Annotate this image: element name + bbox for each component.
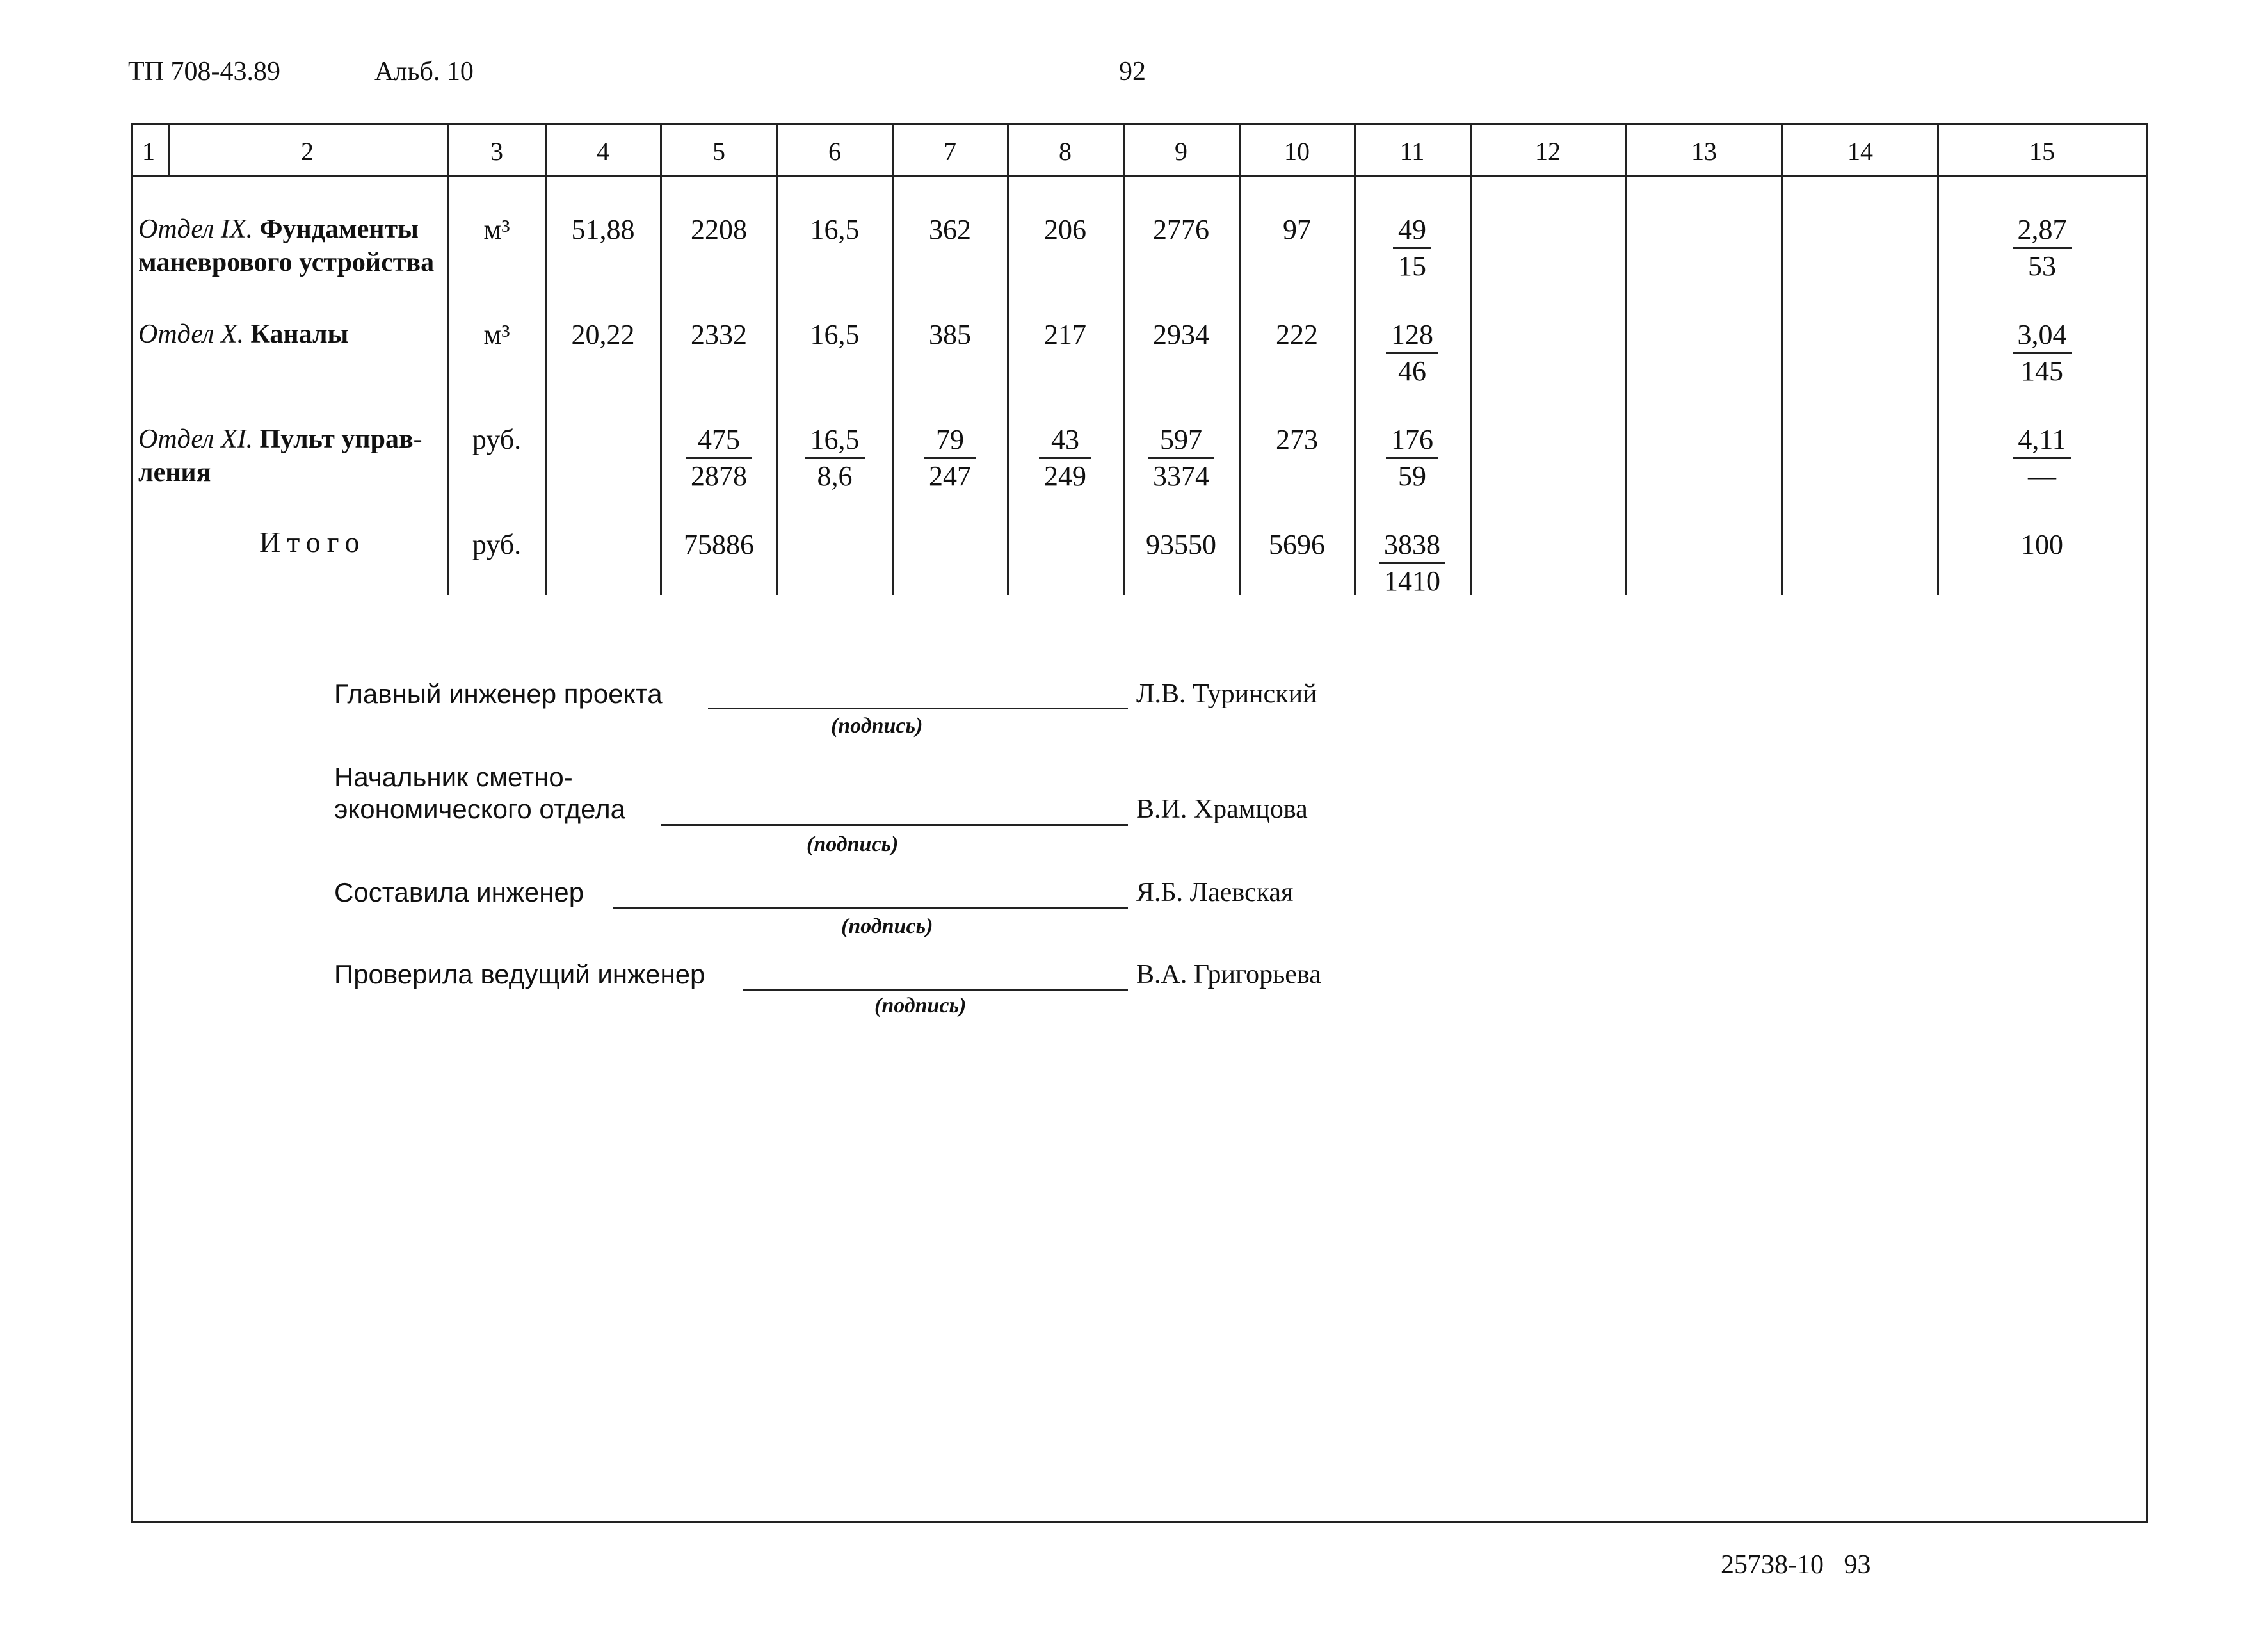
column-header-divider (131, 175, 2148, 177)
column-divider (1354, 123, 1356, 595)
total-label: Итого (259, 526, 366, 558)
column-divider (1781, 123, 1783, 595)
table-cell: 2934 (1153, 319, 1209, 350)
row-label-prefix: Отдел X. (138, 320, 244, 349)
row-label-title: Каналы (250, 320, 349, 349)
signature-hint: (подпись) (841, 914, 933, 938)
fraction-denominator: 8,6 (817, 460, 853, 492)
column-number: 13 (1691, 137, 1717, 166)
fraction-numerator: 475 (686, 423, 752, 459)
signature-name: Л.В. Туринский (1136, 679, 1317, 709)
column-divider (1123, 123, 1125, 595)
signature-role-line1: Начальник сметно- (334, 762, 573, 792)
fraction-numerator: 2,87 (2013, 213, 2072, 249)
table-cell: 217 (1044, 319, 1086, 350)
signature-role: Главный инженер проекта (334, 679, 663, 709)
unit-cell: м³ (483, 319, 510, 350)
column-divider (1937, 123, 1939, 595)
column-number: 6 (828, 137, 841, 166)
fraction-cell (1988, 423, 2096, 494)
fraction-denominator: 145 (2021, 355, 2063, 387)
column-divider (1007, 123, 1009, 595)
row-label-title: Фундаменты маневрового устройства (138, 215, 435, 277)
column-number: 12 (1535, 137, 1561, 166)
signature-line (613, 907, 1128, 909)
table-cell: 222 (1276, 319, 1318, 350)
column-divider (545, 123, 547, 595)
table-cell: 2208 (691, 214, 747, 245)
column-divider (660, 123, 662, 595)
fraction-cell (896, 423, 1004, 494)
column-divider (1239, 123, 1241, 595)
fraction-numerator: 3,04 (2013, 318, 2072, 354)
fraction-numerator: 4,11 (2013, 423, 2071, 459)
table-cell: 97 (1283, 214, 1311, 245)
fraction-cell (1358, 423, 1467, 494)
fraction-cell (1988, 213, 2096, 284)
fraction-denominator: 59 (1398, 460, 1426, 492)
signature-hint: (подпись) (874, 994, 967, 1017)
fraction-numerator: 43 (1039, 423, 1091, 459)
table-cell: 51,88 (571, 214, 635, 245)
fraction-numerator: 16,5 (805, 423, 865, 459)
table-cell: 362 (929, 214, 971, 245)
signature-hint: (подпись) (831, 714, 923, 738)
table-top-border (131, 123, 2148, 125)
column-divider (892, 123, 894, 595)
table-cell: 385 (929, 319, 971, 350)
fraction-cell (1988, 318, 2096, 389)
row-label-prefix: Отдел IX. (138, 215, 253, 244)
column-number: 1 (142, 137, 155, 166)
fraction-denominator: 15 (1398, 250, 1426, 282)
row-label-section-11 (138, 423, 443, 489)
signature-line (661, 824, 1128, 826)
fraction-numerator: 3838 (1379, 528, 1445, 564)
unit-cell: руб. (472, 424, 522, 455)
fraction-cell (1358, 213, 1467, 284)
fraction-cell (1127, 423, 1235, 494)
signature-role: Составила инженер (334, 877, 584, 907)
column-number: 8 (1059, 137, 1072, 166)
row-label-prefix: Отдел XI. (138, 425, 253, 454)
table-cell: 20,22 (571, 319, 635, 350)
fraction-cell (664, 423, 773, 494)
row-label-section-10 (138, 318, 443, 351)
fraction-cell (1011, 423, 1120, 494)
table-cell: 16,5 (810, 214, 860, 245)
fraction-denominator: 3374 (1153, 460, 1209, 492)
signature-name: В.И. Храмцова (1136, 795, 1308, 824)
table-cell: 206 (1044, 214, 1086, 245)
table-cell: 16,5 (810, 319, 860, 350)
total-cell: 100 (2021, 529, 2063, 560)
fraction-numerator: 176 (1386, 423, 1438, 459)
fraction-denominator: — (2028, 460, 2056, 492)
fraction-cell (780, 423, 889, 494)
fraction-denominator: 1410 (1384, 565, 1440, 597)
total-cell: 5696 (1269, 529, 1325, 560)
fraction-numerator: 49 (1393, 213, 1431, 249)
fraction-numerator: 128 (1386, 318, 1438, 354)
column-number: 7 (944, 137, 956, 166)
fraction-denominator: 46 (1398, 355, 1426, 387)
fraction-denominator: 249 (1044, 460, 1086, 492)
column-number: 14 (1847, 137, 1873, 166)
fraction-numerator: 79 (924, 423, 976, 459)
column-divider (776, 123, 778, 595)
unit-cell: руб. (472, 529, 522, 560)
album-number: Альб. 10 (374, 57, 474, 86)
column-divider (1470, 123, 1472, 595)
signature-hint: (подпись) (807, 832, 899, 856)
table-cell: 2776 (1153, 214, 1209, 245)
signature-line (708, 708, 1128, 709)
column-divider (1625, 123, 1627, 595)
footer-code: 25738-10 93 (1721, 1550, 1871, 1580)
fraction-denominator: 2878 (691, 460, 747, 492)
column-divider (447, 123, 449, 595)
total-cell: 93550 (1146, 529, 1216, 560)
table-cell: 2332 (691, 319, 747, 350)
row-label-section-9 (138, 213, 443, 279)
column-number: 9 (1175, 137, 1187, 166)
fraction-cell (1358, 528, 1467, 599)
signature-name: В.А. Григорьева (1136, 960, 1321, 989)
row-label-title: Пульт управ-ления (138, 425, 422, 487)
fraction-numerator: 597 (1148, 423, 1214, 459)
column-number: 3 (490, 137, 503, 166)
fraction-cell (1358, 318, 1467, 389)
total-cell: 75886 (684, 529, 754, 560)
column-number: 5 (712, 137, 725, 166)
fraction-denominator: 247 (929, 460, 971, 492)
page-number: 92 (1119, 57, 1146, 86)
signature-line (743, 989, 1128, 991)
signature-role-line2: экономического отдела (334, 794, 626, 824)
column-number: 11 (1399, 137, 1425, 166)
signature-name: Я.Б. Лаевская (1136, 878, 1294, 907)
column-number: 2 (301, 137, 314, 166)
table-cell: 273 (1276, 424, 1318, 455)
signature-role: Проверила ведущий инженер (334, 959, 705, 989)
unit-cell: м³ (483, 214, 510, 245)
fraction-denominator: 53 (2028, 250, 2056, 282)
column-number: 10 (1284, 137, 1310, 166)
document-code: ТП 708-43.89 (128, 57, 280, 86)
column-number: 15 (2029, 137, 2055, 166)
column-number: 4 (597, 137, 609, 166)
